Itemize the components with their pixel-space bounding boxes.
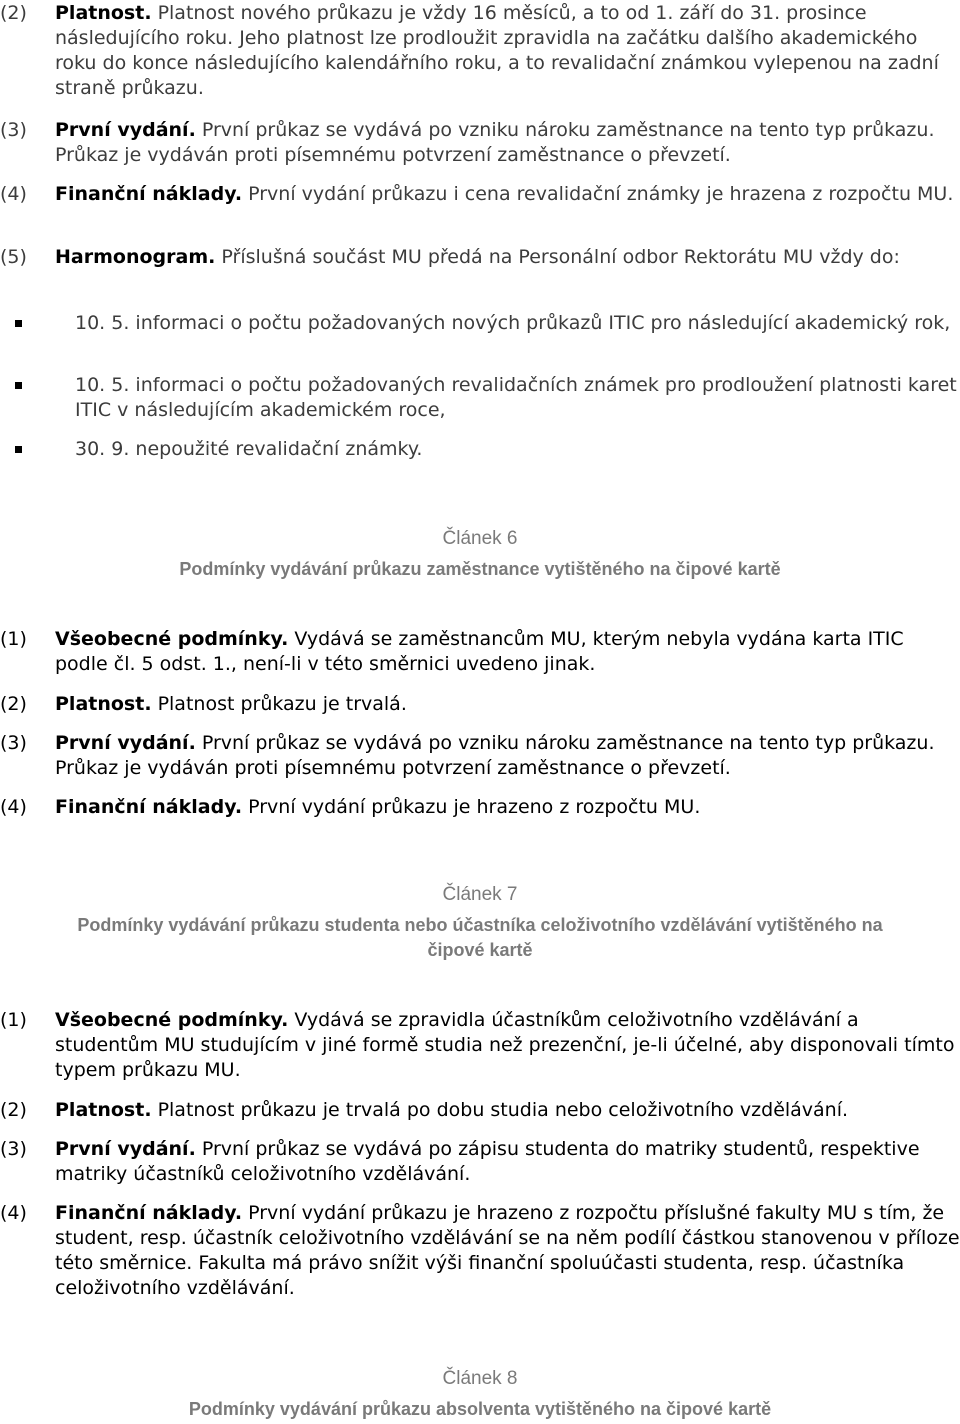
paragraph-body: Vydává se zpravidla účastníkům celoživotního vzdělávání a studentům MU studujícím v jiné formě studia než prezenční, je-li účelné, aby disponovali tímto typem průkazu MU. (55, 1009, 955, 1081)
paragraph-heading: První vydání. (55, 732, 196, 754)
paragraph-text (55, 1, 960, 101)
paragraph-number: (2) (0, 693, 27, 715)
paragraph-text (55, 692, 960, 717)
paragraph-body: První průkaz se vydává po zápisu studenta do matriky studentů, respektive matriky účastníků celoživotního vzdělávání. (55, 1138, 920, 1185)
paragraph-body: První vydání průkazu i cena revalidační známky je hrazena z rozpočtu MU. (242, 183, 954, 205)
paragraph-text (55, 731, 960, 781)
paragraph-heading: Platnost. (55, 2, 152, 24)
paragraph-number: (2) (0, 2, 27, 24)
list-item-text: 10. 5. informaci o počtu požadovaných nových průkazů ITIC pro následující akademický rok, (75, 312, 951, 334)
paragraph-body: První vydání průkazu je hrazeno z rozpočtu MU. (242, 796, 701, 818)
list-item (75, 373, 960, 423)
paragraph-heading: Platnost. (55, 1099, 152, 1121)
paragraph-heading: První vydání. (55, 119, 196, 141)
paragraph-heading: Všeobecné podmínky. (55, 628, 289, 650)
paragraph-heading: Harmonogram. (55, 246, 216, 268)
article-7-subtitle: Podmínky vydávání průkazu studenta nebo účastníka celoživotního vzdělávání vytištěného na (77, 915, 883, 935)
article-7-title: Článek 7 (442, 884, 518, 905)
paragraph-number: (4) (0, 183, 27, 205)
paragraph-text (55, 1008, 960, 1083)
article-7-subtitle-continued: čipové kartě (427, 940, 533, 960)
paragraph-heading: První vydání. (55, 1138, 196, 1160)
paragraph-body: Platnost průkazu je trvalá po dobu studia nebo celoživotního vzdělávání. (151, 1099, 849, 1121)
paragraph-number: (3) (0, 1138, 27, 1160)
paragraph-body: První průkaz se vydává po vzniku nároku zaměstnance na tento typ průkazu. Průkaz je vydáván proti písemnému potvrzení zaměstnance o převzetí. (55, 732, 935, 779)
paragraph-heading: Finanční náklady. (55, 183, 243, 205)
bullet-icon (15, 446, 22, 453)
list-item (75, 311, 960, 336)
paragraph-text (55, 182, 960, 207)
paragraph-heading: Všeobecné podmínky. (55, 1009, 289, 1031)
list-item-text: 10. 5. informaci o počtu požadovaných revalidačních známek pro prodloužení platnosti karet ITIC v následujícím akademickém roce, (75, 374, 957, 421)
paragraph-text (55, 1201, 960, 1301)
article-6-subtitle: Podmínky vydávání průkazu zaměstnance vytištěného na čipové kartě (179, 559, 781, 579)
paragraph-text (55, 245, 960, 270)
paragraph-number: (4) (0, 796, 27, 818)
paragraph-body: Platnost průkazu je trvalá. (151, 693, 407, 715)
bullet-icon (15, 320, 22, 327)
article-8-subtitle: Podmínky vydávání průkazu absolventa vytištěného na čipové kartě (188, 1399, 772, 1419)
list-item-text: 30. 9. nepoužité revalidační známky. (75, 438, 423, 460)
paragraph-text (55, 795, 960, 820)
list-item (75, 437, 960, 462)
paragraph-number: (2) (0, 1099, 27, 1121)
paragraph-text (55, 118, 960, 168)
paragraph-number: (4) (0, 1202, 27, 1224)
paragraph-number: (5) (0, 246, 27, 268)
paragraph-number: (3) (0, 119, 27, 141)
article-6-title: Článek 6 (442, 528, 518, 549)
paragraph-text (55, 1098, 960, 1123)
bullet-icon (15, 382, 22, 389)
paragraph-number: (1) (0, 1009, 27, 1031)
paragraph-heading: Finanční náklady. (55, 1202, 243, 1224)
paragraph-text (55, 627, 960, 677)
paragraph-body: Příslušná součást MU předá na Personální odbor Rektorátu MU vždy do: (215, 246, 900, 268)
paragraph-body: První vydání průkazu je hrazeno z rozpočtu příslušné fakulty MU s tím, že student, resp. účastník celoživotního vzdělávání se na něm podílí částkou stanovenou v příloze této směrnice. Fakulta má právo snížit výši finanční spoluúčasti studenta, resp. účastníka celoživotního vzdělávání. (55, 1202, 960, 1299)
article-8-title: Článek 8 (442, 1368, 518, 1389)
paragraph-heading: Finanční náklady. (55, 796, 243, 818)
paragraph-body: Platnost nového průkazu je vždy 16 měsíců, a to od 1. září do 31. prosince následujícího roku. Jeho platnost lze prodloužit zpravidla na začátku dalšího akademického roku do konce následujícího kalendářního roku, a to revalidační známkou vylepenou na zadní straně průkazu. (55, 2, 939, 99)
paragraph-number: (3) (0, 732, 27, 754)
paragraph-body: Vydává se zaměstnancům MU, kterým nebyla vydána karta ITIC podle čl. 5 odst. 1., není-li v této směrnici uvedeno jinak. (55, 628, 904, 675)
paragraph-heading: Platnost. (55, 693, 152, 715)
paragraph-body: První průkaz se vydává po vzniku nároku zaměstnance na tento typ průkazu. Průkaz je vydáván proti písemnému potvrzení zaměstnance o převzetí. (55, 119, 935, 166)
paragraph-number: (1) (0, 628, 27, 650)
paragraph-text (55, 1137, 960, 1187)
